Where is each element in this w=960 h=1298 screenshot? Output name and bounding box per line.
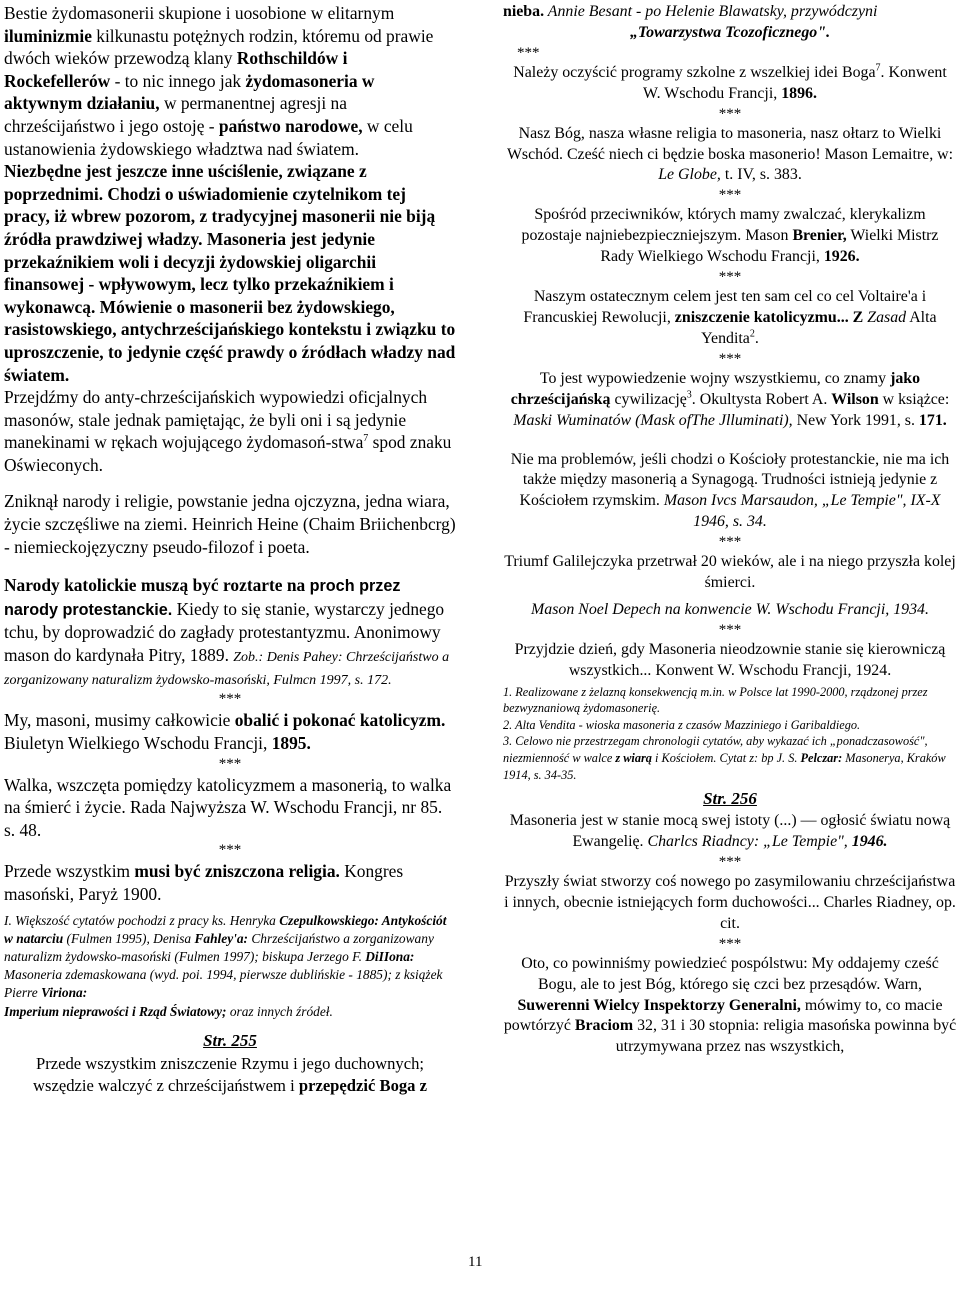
quote-alta-vendita: Naszym ostatecznym celem jest ten sam cel co cel Voltaire'a i Francuskiej Rewolucji, zniszczenie katolicyzmu... Z Zasad Alta Yendita$^2$. bbox=[523, 288, 937, 347]
separator-stars: *** bbox=[718, 621, 742, 638]
separator-stars: *** bbox=[517, 44, 540, 61]
separator-stars: *** bbox=[218, 755, 242, 772]
quote-brenier: Spośród przeciwników, których mamy zwalczać, klerykalizm pozostaje najniebezpieczniejszym. Mason Brenier, Wielki Mistrz Rady Wielkiego Wschodu Francji, 1926. bbox=[521, 206, 939, 266]
paragraph-1: Bestie żydomasonerii skupione i uosobione w elitarnym iluminizmie kilkunastu potężnych rodzin, któremu od prawie dwóch wieków przewodzą klany Rothschildów i Rockefellerów - to nic innego jak żydomasoneria w aktywnym działaniu, w permanentnej agresji na chrześcijaństwo i jego ostoję - państwo narodowe, w celu ustanowienia żydowskiego władztwa nad światem. bbox=[4, 3, 434, 159]
paragraph-5: Narody katolickie muszą być roztarte na proch przez narody protestanckie. Kiedy to się stanie, wystarczy jednego tchu, by doprowadzić do zagłady protestantyzmu. Anonimowy mason do kardynała Pitry, 1889. Zob.: Denis Pahey: Chrześcijaństwo a zorganizowany naturalizm żydowsko-masoński, Fulmcn 1997, s. 172. bbox=[4, 575, 450, 689]
quote-galilean: Triumf Galilejczyka przetrwał 20 wieków, ale i na niego przyszła kolej śmierci. bbox=[504, 553, 956, 592]
paragraph-3: Przejdźmy do anty-chrześcijańskich wypowiedzi oficjalnych masonów, stale jednak pamiętając, że byli oni i są jedynie manekinami w rękach wojującego żydomasoń-stwa$^7$ spod znaku Oświeconych. bbox=[4, 387, 452, 475]
separator-stars: *** bbox=[218, 691, 242, 708]
separator-stars: *** bbox=[718, 935, 742, 952]
separator-stars: *** bbox=[718, 105, 742, 122]
page-reference-255: Str. 255 bbox=[203, 1030, 257, 1050]
paragraph-2: Niezbędne jest jeszcze inne uściślenie, związane z poprzednimi. Chodzi o uświadomienie czytelnikom tej pracy, iż wbrew pozorom, z tradycyjnej masonerii nie biją źródła prawdziwej władzy. Masoneria jest jedynie przekaźnikiem woli i decyzji żydowskiej oligarchii finansowej - wpływowym, lecz tylko przekaźnikiem i wykonawcą. Mówienie o masonerii bez żydowskiego, rasistowskiego, antychrześcijańskiego kontekstu i związku to uproszczenie, to jedynie część prawdy o źródłach władzy nad światem. bbox=[4, 161, 456, 385]
paragraph-9: Przede wszystkim zniszczenie Rzymu i jego duchownych; wszędzie walczyć z chrześcijaństwem i przepędzić Boga z bbox=[33, 1053, 427, 1096]
paragraph-8: Przede wszystkim musi być zniszczona religia. Kongres masoński, Paryż 1900. bbox=[4, 861, 404, 904]
paragraph-7: Walka, wszczęta pomiędzy katolicyzmem a masonerią, to walka na śmierć i życie. Rada Najwyższa W. Wschodu Francji, nr 85. s. 48. bbox=[4, 774, 452, 840]
separator-stars: *** bbox=[718, 187, 742, 204]
footnote-sources: I. Większość cytatów pochodzi z pracy ks. Henryka Czepulkowskiego: Antykościót w natarciu (Fulmen 1995), Denisa Fahley'a: Chrześcijaństwo a zorganizowany naturalizm żydowsko-masoński (Fulmen 1997); biskupa Jerzego F. DiIIona: Masoneria zdemaskowana (wyd. poi. 1994, pierwsze dublińskie - 1885); z książek Pierre Viriona: Imperium nieprawości i Rząd Światowy; oraz innych źródeł. bbox=[4, 912, 447, 1019]
footnote-2: 2. Alta Vendita - wioska masoneria z czasów Mazziniego i Garibaldiego. bbox=[503, 717, 861, 732]
quote-inspectors: Oto, co powinniśmy powiedzieć pospólstwu: My oddajemy cześć Bogu, ale to jest Bóg, którego się czci bez przesądów. Warn, Suwerenni Wielcy Inspektorzy Generalni, mówimy to, co macie powtórzyć Braciom 32, 31 i 30 stopnia: religia masońska powinna być utrzymywana przez nas wszystkich, bbox=[503, 954, 957, 1056]
separator-stars: *** bbox=[718, 269, 742, 286]
footnote-3: 3. Celowo nie przestrzegam chronologii cytatów, aby wykazać ich „ponadczasowość", niezmienność w walce z wiarą i Kościołem. Cytat z: bp J. S. Pelczar: Masonerya, Kraków 1914, s. 34-35. bbox=[503, 734, 946, 782]
quote-convent-1924: Przyjdzie dzień, gdy Masoneria nieodzownie stanie się kierowniczą wszystkich... Konwent W. Wschodu Francji, 1924. bbox=[514, 640, 946, 679]
separator-stars: *** bbox=[718, 350, 742, 367]
quote-wilson: To jest wypowiedzenie wojny wszystkiemu, co znamy jako chrześcijańską cywilizację$^3$. Okultysta Robert A. Wilson w książce: Maski Wuminatów (Mask ofThe Jlluminati), New York 1991, s. 171. bbox=[510, 369, 950, 429]
paragraph-4: Zniknął narody i religie, powstanie jedna ojczyzna, jedna wiara, życie szczęśliwe na ziemi. Heinrich Heine (Chaim Briichenbcrg) - niemieckojęzyczny pseudo-filozof i poeta. bbox=[4, 491, 456, 557]
quote-riadney-2: Przyszły świat stworzy coś nowego po zasymilowaniu chrześcijaństwa i innych, obecnie istniejących form duchowości... Charles Riadney, op. cit. bbox=[504, 873, 956, 932]
quote-depech: Mason Noel Depech na konwencie W. Wschodu Francji, 1934. bbox=[531, 600, 929, 618]
separator-stars: *** bbox=[718, 854, 742, 871]
page-reference-256: Str. 256 bbox=[703, 789, 757, 809]
left-column bbox=[4, 0, 456, 1098]
footnote-1: 1. Realizowane z żelazną konsekwencją m.in. w Polsce lat 1990-2000, rządzonej przez bezwyznaniową żydomasonerię. bbox=[503, 684, 928, 716]
quote-school-programs: Należy oczyścić programy szkolne z wszelkiej idei Boga$^7$. Konwent W. Wschodu Francji, 1896. bbox=[513, 62, 947, 102]
quote-marsaudon: Nie ma problemów, jeśli chodzi o Kościoły protestanckie, nie ma ich także między masonerią a Synagogą. Trudności istnieją jedynie z Kościołem rzymskim. Mason Ivcs Marsaudon, „Le Tempie", IX-X 1946, s. 34. bbox=[510, 450, 950, 531]
right-column bbox=[503, 0, 957, 1058]
separator-stars: *** bbox=[718, 534, 742, 551]
separator-stars: *** bbox=[218, 842, 242, 859]
quote-lemaitre: Nasz Bóg, nasza własne religia to masoneria, nasz ołtarz to Wielki Wschód. Cześć niech ci będzie boska masonerio! Mason Lemaitre, w: Le Globe, t. IV, s. 383. bbox=[506, 124, 954, 184]
page-number: 11 bbox=[468, 1254, 483, 1270]
quote-riadney-1: Masoneria jest w stanie mocą swej istoty (...) — ogłosić światu nową Ewangelię. Charlcs Riadncy: „Le Tempie", 1946. bbox=[509, 812, 951, 851]
paragraph-6: My, masoni, musimy całkowicie obalić i pokonać katolicyzm. Biuletyn Wielkiego Wschodu Francji, 1895. bbox=[4, 710, 446, 754]
quote-besant: nieba. Annie Besant - po Helenie Blawatsky, przywódczyni „Towarzystwa Tcozoficznego". bbox=[503, 3, 878, 41]
